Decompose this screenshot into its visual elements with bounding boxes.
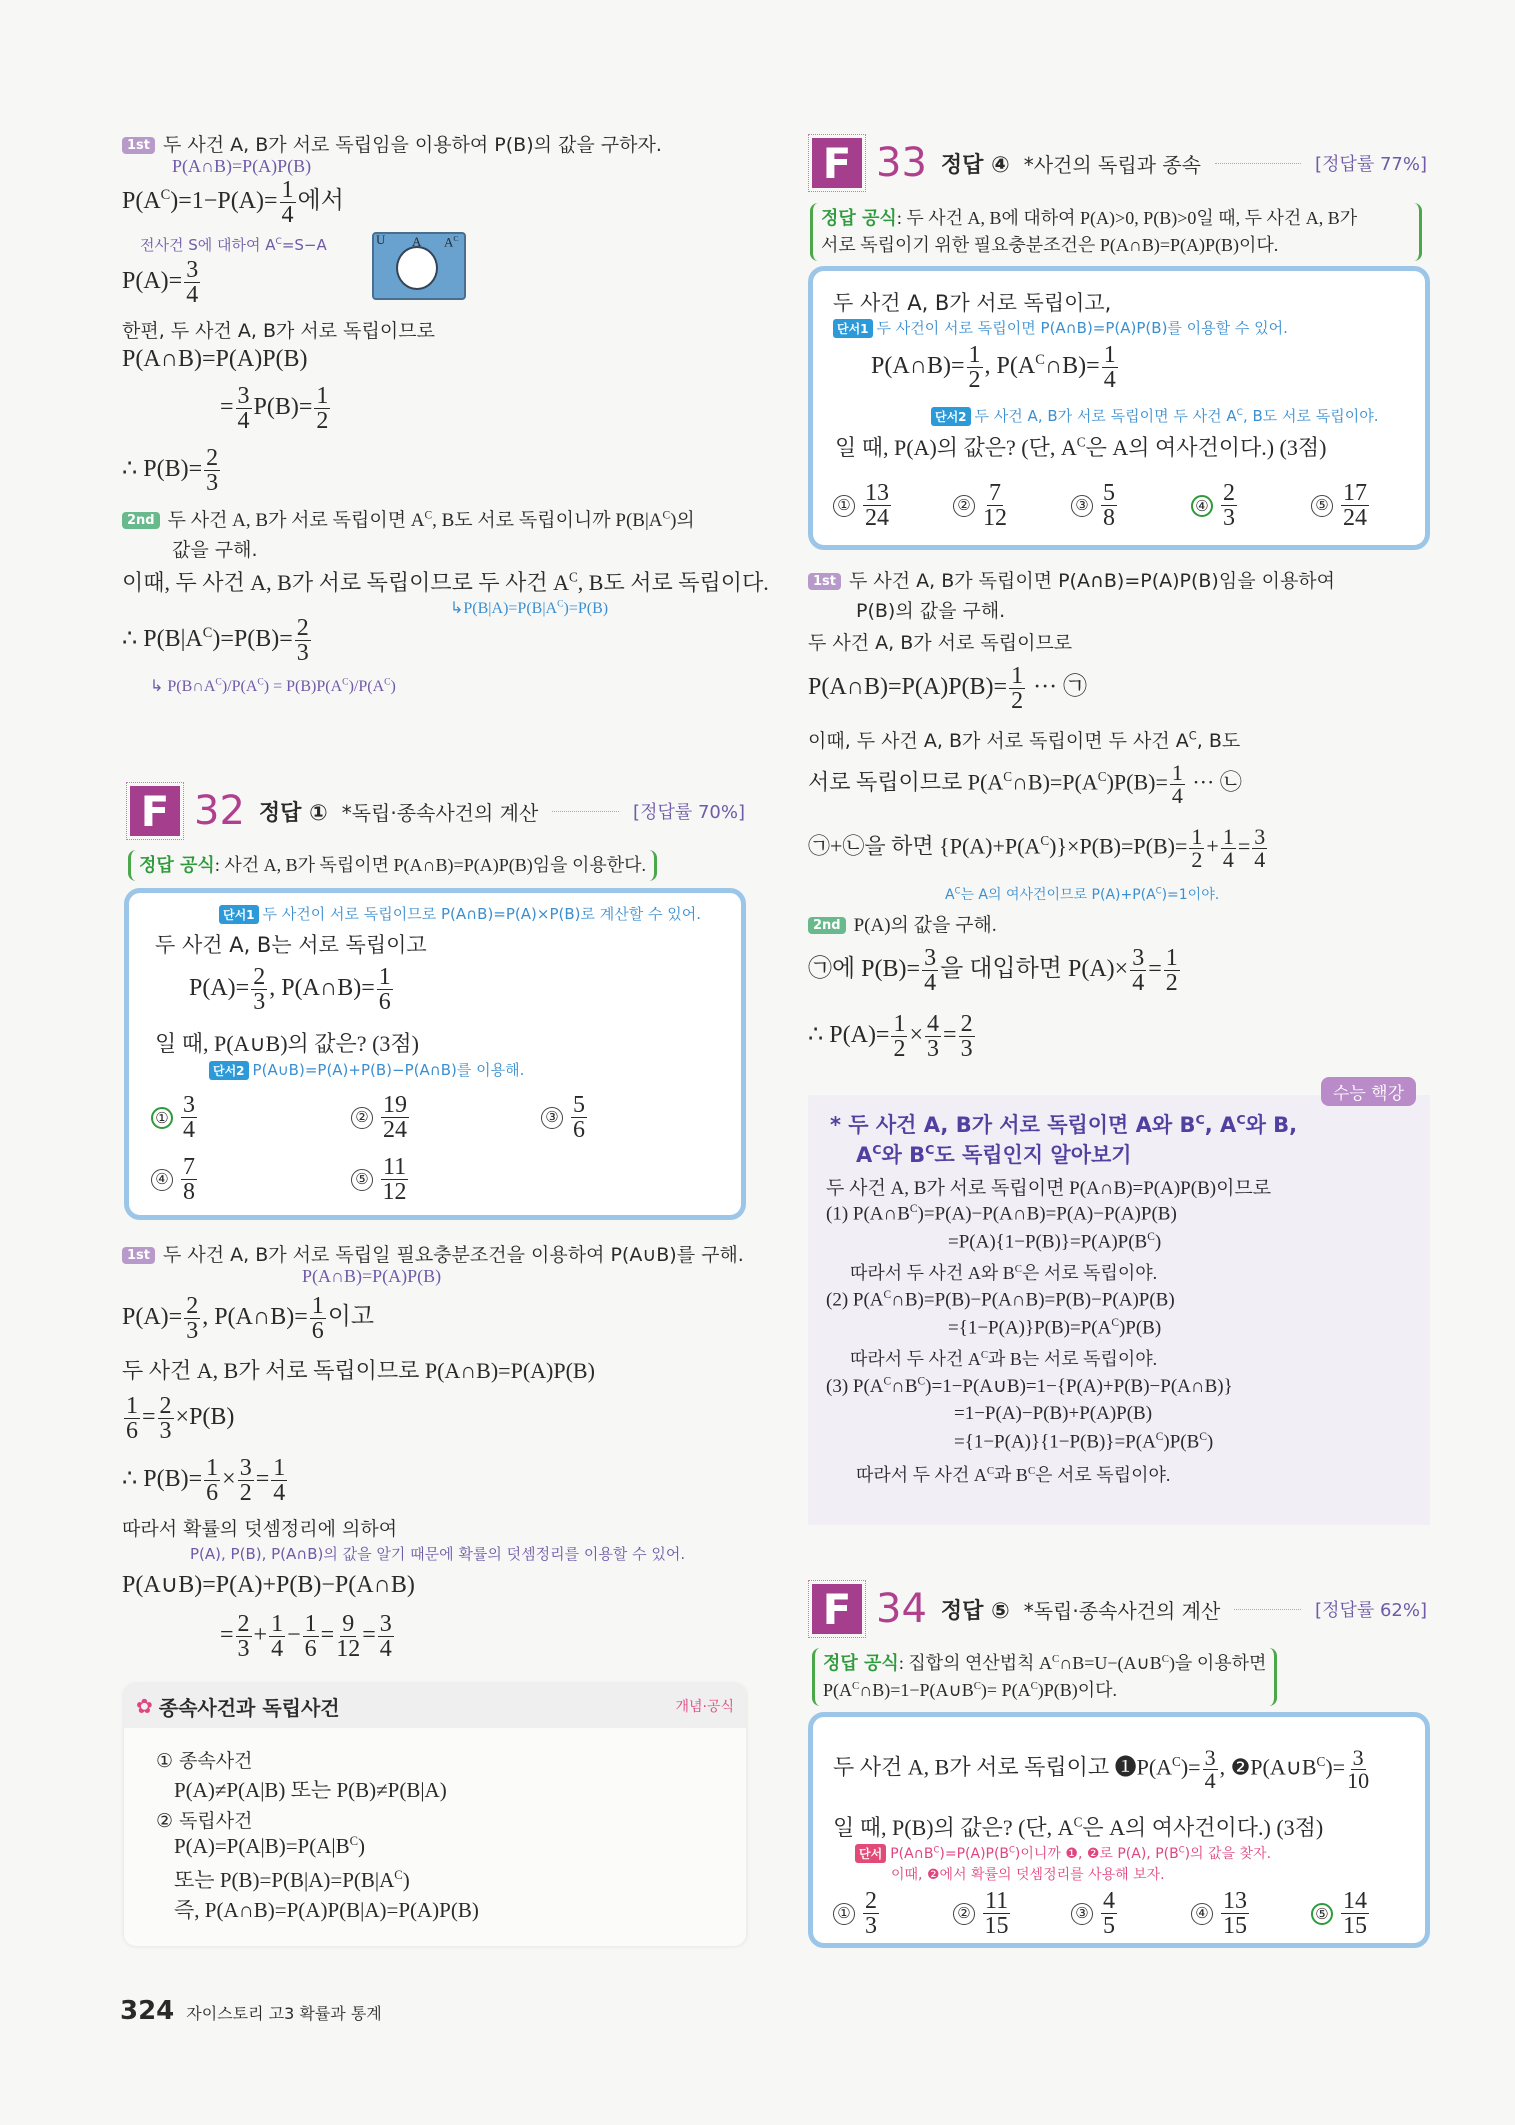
choice-5[interactable]	[1311, 481, 1371, 530]
step-tag: 2nd	[122, 512, 160, 529]
section-badge: F	[812, 1584, 862, 1634]
concept-math: 또는 $P(B)=P(B|A)=P(B|A^C)$	[174, 1868, 410, 1892]
formula-label: 정답 공식	[821, 208, 897, 229]
venn-circle-a	[396, 246, 438, 290]
choice-1[interactable]	[151, 1093, 199, 1142]
clue-tag: 단서2	[209, 1061, 249, 1080]
choice-3[interactable]	[1071, 1889, 1119, 1938]
step-tag: 1st	[122, 137, 155, 154]
problem-number: 34	[876, 1586, 927, 1632]
problem-number: 33	[876, 140, 927, 186]
choice-2[interactable]	[953, 1889, 1012, 1938]
fraction: $\frac{2}{3}$	[960, 1011, 973, 1062]
question-box	[124, 888, 746, 1220]
step-text: 값을 구해.	[172, 539, 258, 561]
note: ↳ $P(B\cap A^C)/P(A^C) = P(B)P(A^C)/P(A^C)$	[150, 676, 396, 695]
tip-line: $=\{1-P(A)\}P(B)=P(A^C)P(B)$	[948, 1317, 1162, 1339]
fraction: $\frac{1}{4}$	[1222, 824, 1234, 872]
math-line: ∴ $P(B|A^C)=P(B)=$ $\frac{2}{3}$	[122, 615, 309, 666]
fraction: $\frac{1}{6}$	[206, 1455, 219, 1506]
clue-text: 두 사건 A, B가 서로 독립이면 두 사건 $A^C$, B도 서로 독립이야.	[974, 407, 1379, 425]
fraction: $\frac{1}{2}$	[1165, 945, 1178, 996]
math-line: 이때, 두 사건 A, B가 서로 독립이므로 두 사건 $A^C$, B도 서로 독립이다.	[122, 569, 769, 595]
divider	[1234, 1609, 1301, 1610]
fraction: $\frac{2}{3}$	[237, 1611, 250, 1662]
fraction: $\frac{1}{2}$	[968, 342, 981, 393]
step-text: 두 사건 A, B가 독립이면 P(A∩B)=P(A)P(B)임을 이용하여	[849, 570, 1336, 592]
section-badge: F	[812, 138, 862, 188]
choice-value	[861, 1889, 881, 1938]
clue-text: 두 사건이 서로 독립이므로 P(A∩B)=P(A)×P(B)로 계산할 수 있어.	[262, 905, 701, 923]
fraction: $\frac{13}{24}$	[865, 480, 889, 531]
fraction: $\frac{1}{2}$	[893, 1011, 906, 1062]
choice-5[interactable]	[351, 1155, 410, 1204]
step-1st	[122, 130, 662, 157]
fraction: $\frac{7}{8}$	[183, 1154, 195, 1205]
step-text: P(B)의 값을 구해.	[856, 600, 1006, 622]
choice-number: ①	[833, 495, 855, 517]
choice-value	[1339, 481, 1371, 530]
step-1st	[808, 566, 1335, 593]
math-line: ∴ P(A)= $\frac{1}{2}$ × $\frac{4}{3}$ = $\frac{2}{3}$	[808, 1011, 973, 1062]
tip-conclusion: 따라서 두 사건 A와 $B^C$은 서로 독립이야.	[850, 1263, 1158, 1283]
answer: 정답 ④	[940, 152, 1010, 178]
topic: *사건의 독립과 종속	[1023, 152, 1201, 177]
hint: P(A∩B)=P(A)P(B)	[172, 156, 312, 176]
choice-value	[379, 1093, 411, 1142]
concept-math: P(A)≠P(A|B) 또는 P(B)≠P(B|A)	[174, 1778, 447, 1802]
clue-tag: 단서2	[931, 407, 971, 426]
choice-2[interactable]	[351, 1093, 411, 1142]
venn-diagram	[372, 232, 466, 300]
topic: *독립·종속사건의 계산	[1023, 1598, 1221, 1623]
correct-rate: [정답률 70%]	[633, 802, 745, 823]
fraction: $\frac{11}{15}$	[984, 1888, 1009, 1939]
book-title: 자이스토리 고3 확률과 통계	[186, 2004, 382, 2023]
clue-tag: 단서	[855, 1844, 886, 1863]
fraction: $\frac{3}{4}$	[183, 1092, 195, 1143]
correct-rate: [정답률 77%]	[1315, 154, 1427, 175]
clue-text: 이때, ❷에서 확률의 덧셈정리를 사용해 보자.	[891, 1867, 1165, 1883]
concept-item: ① 종속사건	[156, 1750, 253, 1772]
fraction: $\frac{11}{12}$	[382, 1154, 407, 1205]
choice-value	[1099, 481, 1119, 530]
tip-line: $=P(A)\{1-P(B)\}=P(A)P(B^C)$	[948, 1231, 1162, 1253]
formula-label: 정답 공식	[139, 855, 215, 876]
clue	[209, 1059, 524, 1080]
problem-header-f34	[812, 1584, 1427, 1634]
tip-title: * 두 사건 A, B가 서로 독립이면 A와 $B^C$, $A^C$와 B,	[830, 1112, 1298, 1137]
choice-value	[981, 481, 1009, 530]
step-tag: 1st	[808, 573, 841, 590]
step-1st	[122, 1240, 744, 1267]
step-text: 두 사건 A, B가 서로 독립이면 $A^C$, B도 서로 독립이니까 $P(B|A^C)$의	[167, 509, 695, 531]
step-2nd	[808, 910, 997, 937]
math-line: = $\frac{2}{3}$ + $\frac{1}{4}$ − $\frac{1}{6}$ = $\frac{9}{12}$ = $\frac{3}{4}$	[220, 1611, 392, 1662]
formula-text: : 사건 A, B가 독립이면 P(A∩B)=P(A)P(B)임을 이용한다.	[214, 855, 647, 875]
flower-icon: ✿	[136, 1694, 153, 1718]
choice-value	[861, 481, 893, 530]
text-line: 따라서 확률의 덧셈정리에 의하여	[122, 1518, 398, 1540]
topic: *독립·종속사건의 계산	[341, 800, 539, 825]
clue-tag: 단서1	[833, 319, 873, 338]
fraction: $\frac{1}{6}$	[126, 1393, 138, 1444]
formula-text: 서로 독립이기 위한 필요충분조건은 P(A∩B)=P(A)P(B)이다.	[821, 235, 1279, 255]
choice-4[interactable]	[1191, 1889, 1251, 1938]
fraction: $\frac{1}{2}$	[1191, 824, 1203, 872]
answer-formula	[810, 203, 1422, 261]
divider	[552, 811, 619, 812]
note: 전사건 S에 대하여 $A^C=S-A$	[140, 236, 327, 254]
choice-number: ④	[1191, 1903, 1213, 1925]
fraction: $\frac{5}{6}$	[573, 1092, 585, 1143]
step-tag: 1st	[122, 1247, 155, 1264]
fraction: $\frac{1}{4}$	[1171, 760, 1183, 808]
fraction: $\frac{1}{4}$	[281, 177, 294, 228]
choice-value	[569, 1093, 589, 1142]
fraction: $\frac{1}{4}$	[273, 1455, 286, 1506]
fraction: $\frac{3}{4}$	[186, 257, 199, 308]
math-line: $\frac{1}{6}$ = $\frac{2}{3}$ ×P(B)	[126, 1393, 235, 1444]
question-math: P(A)= $\frac{2}{3}$ , P(A∩B)= $\frac{1}{6}$	[189, 964, 391, 1015]
choice-number: ⑤	[351, 1169, 373, 1191]
fraction: $\frac{4}{5}$	[1103, 1888, 1115, 1939]
fraction: $\frac{13}{15}$	[1223, 1888, 1247, 1939]
section-badge: F	[130, 786, 180, 836]
fraction: $\frac{3}{2}$	[239, 1455, 252, 1506]
fraction: $\frac{1}{2}$	[1011, 663, 1024, 714]
correct-rate: [정답률 62%]	[1315, 1600, 1427, 1621]
choice-5[interactable]	[1311, 1889, 1371, 1938]
fraction: $\frac{3}{4}$	[1254, 824, 1266, 872]
tip-line: 두 사건 A, B가 서로 독립이면 P(A∩B)=P(A)P(B)이므로	[826, 1178, 1272, 1199]
fraction: $\frac{1}{4}$	[1103, 342, 1116, 393]
choice-number: ④	[1191, 495, 1213, 517]
tip-badge: 수능 핵강	[1321, 1077, 1416, 1106]
answer: 정답 ①	[258, 800, 328, 826]
fraction: $\frac{2}{3}$	[253, 964, 266, 1015]
note: P(A), P(B), P(A∩B)의 값을 알기 때문에 확률의 덧셈정리를 이용할 수 있어.	[190, 1545, 686, 1563]
fraction: $\frac{2}{3}$	[296, 615, 309, 666]
fraction: $\frac{9}{12}$	[336, 1611, 361, 1662]
question-box	[808, 1712, 1430, 1948]
choice-2[interactable]	[953, 481, 1009, 530]
venn-label-u: U	[376, 232, 386, 247]
tip-line: (3) $P(A^C\cap B^C)=1-P(A\cup B)=1-\{P(A)+P(B)-P(A\cap B)\}$	[826, 1375, 1233, 1397]
math-line: $P(A^C)=1-P(A)=$ $\frac{1}{4}$ 에서	[122, 177, 344, 228]
concept-box	[124, 1684, 746, 1946]
question-text: 두 사건 A, B는 서로 독립이고	[155, 933, 427, 957]
fraction: $\frac{1}{6}$	[311, 1293, 324, 1344]
step-text: P(A)의 값을 구해.	[853, 915, 997, 936]
note: $A^C$는 A의 여사건이므로 $P(A)+P(A^C)=1$이야.	[945, 885, 1220, 903]
concept-math: 즉, P(A∩B)=P(A)P(B|A)=P(A)P(B)	[174, 1898, 479, 1922]
fraction: $\frac{2}{3}$	[1223, 480, 1235, 531]
math-line: P(A)= $\frac{3}{4}$	[122, 257, 199, 308]
fraction: $\frac{2}{3}$	[159, 1393, 172, 1444]
text-line: 이때, 두 사건 A, B가 서로 독립이면 두 사건 $A^C$, B도	[808, 728, 1241, 752]
answer-formula	[812, 1648, 1277, 1706]
concept-item: ② 독립사건	[156, 1810, 253, 1832]
problem-number: 32	[194, 788, 245, 834]
divider	[1215, 163, 1301, 164]
answer-formula	[128, 850, 657, 881]
step-text: 두 사건 A, B가 서로 독립일 필요충분조건을 이용하여 P(A∪B)를 구해.	[163, 1244, 744, 1266]
choice-value	[981, 1889, 1012, 1938]
problem-header-f32	[130, 786, 745, 836]
question-text: 일 때, P(B)의 값은? (단, $A^C$은 A의 여사건이다.) (3점)	[833, 1814, 1324, 1840]
concept-math: $P(A)=P(A|B)=P(A|B^C)$	[174, 1834, 366, 1858]
fraction: $\frac{2}{3}$	[186, 1293, 199, 1344]
formula-text: : 두 사건 A, B에 대하여 P(A)>0, P(B)>0일 때, 두 사건 A, B가	[896, 208, 1358, 228]
fraction: $\frac{19}{24}$	[383, 1092, 407, 1143]
clue-tag: 단서1	[219, 905, 259, 924]
venn-label-ac: $A^C$	[444, 234, 459, 250]
choice-number: ②	[953, 495, 975, 517]
choice-number: ⑤	[1311, 495, 1333, 517]
choice-1[interactable]	[833, 481, 893, 530]
fraction: $\frac{3}{4}$	[1204, 1745, 1216, 1793]
concept-badge: 개념·공식	[675, 1699, 734, 1715]
choice-4[interactable]	[1191, 481, 1239, 530]
tip-conclusion: 따라서 두 사건 $A^C$과 B는 서로 독립이야.	[850, 1349, 1158, 1369]
formula-text: : 집합의 연산법칙 $A^C\cap B=U-(A\cup B^C)$을 이용하면	[898, 1653, 1267, 1673]
note: $↳P(B|A)=P(B|A^C)=P(B)$	[450, 598, 609, 617]
fraction: $\frac{3}{4}$	[237, 383, 250, 434]
step-tag: 2nd	[808, 917, 846, 934]
clue-text: $P(A\cap B^C)=P(A)P(B^C)$이니까 ❶, ❷로 P(A), $P(B^C)$의 값을 찾자.	[890, 1844, 1272, 1862]
math-line: P(A∩B)=P(A)P(B)= $\frac{1}{2}$ ··· ㉠	[808, 663, 1088, 714]
formula-text: $P(A^C\cap B)=1-P(A\cup B^C)= P(A^C)P(B)$이다.	[823, 1680, 1118, 1700]
choice-number: ③	[1071, 495, 1093, 517]
footer	[120, 1996, 382, 2026]
choice-4[interactable]	[151, 1155, 199, 1204]
choice-number: ④	[151, 1169, 173, 1191]
tip-line: $=\{1-P(A)\}\{1-P(B)\}=P(A^C)P(B^C)$	[954, 1431, 1214, 1453]
math-line: P(A∪B)=P(A)+P(B)−P(A∩B)	[122, 1572, 415, 1598]
choice-number: ⑤	[1311, 1903, 1333, 1925]
fraction: $\frac{14}{15}$	[1343, 1888, 1367, 1939]
math-line: 두 사건 A, B가 서로 독립이므로 P(A∩B)=P(A)P(B)	[122, 1358, 595, 1383]
fraction: $\frac{3}{10}$	[1347, 1745, 1370, 1793]
step-text: 두 사건 A, B가 서로 독립임을 이용하여 P(B)의 값을 구하자.	[163, 134, 662, 156]
choice-value	[1219, 1889, 1251, 1938]
clue-text: P(A∪B)=P(A)+P(B)−P(A∩B)를 이용해.	[252, 1061, 525, 1079]
clue-text: 두 사건이 서로 독립이면 P(A∩B)=P(A)P(B)를 이용할 수 있어.	[876, 319, 1288, 337]
choice-value	[179, 1093, 199, 1142]
choice-3[interactable]	[1071, 481, 1119, 530]
step-2nd	[122, 505, 695, 532]
tip-line: =1−P(A)−P(B)+P(A)P(B)	[954, 1403, 1153, 1424]
math-line: ∴ P(B)= $\frac{2}{3}$	[122, 445, 219, 496]
text-line: 두 사건 A, B가 서로 독립이므로	[808, 632, 1073, 654]
question-box	[808, 266, 1430, 550]
problem-header-f33	[812, 138, 1427, 188]
tip-box	[808, 1084, 1430, 1525]
math-line: ㉠+㉡을 하면 $\{P(A)+P(A^C)\}\times P(B)=P(B)=$ $\frac{1}{2}$ + $\frac{1}{4}$ = $\frac{3}{4}$	[808, 824, 1266, 872]
clue	[833, 317, 1288, 338]
choice-value	[379, 1155, 410, 1204]
fraction: $\frac{7}{12}$	[983, 480, 1007, 531]
math-line: P(A∩B)=P(A)P(B)	[122, 346, 308, 372]
choice-number: ③	[1071, 1903, 1093, 1925]
fraction: $\frac{2}{3}$	[865, 1888, 877, 1939]
formula-label: 정답 공식	[823, 1653, 899, 1674]
concept-header	[124, 1684, 746, 1728]
text-line: 한편, 두 사건 A, B가 서로 독립이므로	[122, 320, 435, 342]
choice-3[interactable]	[541, 1093, 589, 1142]
tip-line: (1) $P(A\cap B^C)=P(A)-P(A\cap B)=P(A)-P(A)P(B)$	[826, 1203, 1177, 1225]
choice-number: ①	[833, 1903, 855, 1925]
hint: P(A∩B)=P(A)P(B)	[302, 1266, 442, 1286]
clue	[931, 405, 1379, 426]
answer: 정답 ⑤	[940, 1598, 1010, 1624]
choice-number: ②	[953, 1903, 975, 1925]
tip-line: (2) $P(A^C\cap B)=P(B)-P(A\cap B)=P(B)-P(A)P(B)$	[826, 1289, 1175, 1311]
fraction: $\frac{3}{4}$	[924, 945, 937, 996]
choice-number: ②	[351, 1107, 373, 1129]
fraction: $\frac{17}{24}$	[1343, 480, 1367, 531]
fraction: $\frac{3}{4}$	[1132, 945, 1145, 996]
tip-title: $A^C$와 $B^C$도 독립인지 알아보기	[856, 1142, 1132, 1167]
fraction: $\frac{1}{4}$	[271, 1611, 284, 1662]
concept-title: 종속사건과 독립사건	[158, 1695, 340, 1720]
question-math: P(A∩B)= $\frac{1}{2}$ , $P(A^C\cap B)=$ $\frac{1}{4}$	[871, 342, 1116, 393]
fraction: $\frac{4}{3}$	[927, 1011, 940, 1062]
clue	[219, 903, 701, 924]
choice-1[interactable]	[833, 1889, 881, 1938]
choice-number: ①	[151, 1107, 173, 1129]
math-line: ㉠에 P(B)= $\frac{3}{4}$ 을 대입하면 P(A)× $\frac{3}{4}$ = $\frac{1}{2}$	[808, 945, 1178, 996]
question-text: 두 사건 A, B가 서로 독립이고,	[833, 291, 1112, 315]
choice-number: ③	[541, 1107, 563, 1129]
choice-value	[1099, 1889, 1119, 1938]
fraction: $\frac{2}{3}$	[206, 445, 219, 496]
math-line: ∴ P(B)= $\frac{1}{6}$ × $\frac{3}{2}$ = $\frac{1}{4}$	[122, 1455, 286, 1506]
venn-label-a: A	[412, 234, 422, 249]
choice-value	[1339, 1889, 1371, 1938]
page-number: 324	[120, 1996, 175, 2026]
choice-value	[179, 1155, 199, 1204]
math-line: 서로 독립이므로 $P(A^C\cap B)=P(A^C)P(B)=$ $\frac{1}{4}$ ··· ㉡	[808, 760, 1242, 808]
clue	[855, 1843, 1271, 1863]
question-text: 일 때, P(A)의 값은? (단, $A^C$은 A의 여사건이다.) (3점)	[835, 434, 1327, 460]
fraction: $\frac{5}{8}$	[1103, 480, 1115, 531]
math-line: P(A)= $\frac{2}{3}$ , P(A∩B)= $\frac{1}{6}$ 이고	[122, 1293, 375, 1344]
fraction: $\frac{3}{4}$	[379, 1611, 392, 1662]
choice-value	[1219, 481, 1239, 530]
question-text: 두 사건 A, B가 서로 독립이고 $❶P(A^C)=$ $\frac{3}{4}$ , $❷P(A\cup B^C)=$ $\frac{3}{10}$	[833, 1745, 1370, 1793]
fraction: $\frac{1}{2}$	[316, 383, 329, 434]
math-line: = $\frac{3}{4}$ P(B)= $\frac{1}{2}$	[220, 383, 329, 434]
fraction: $\frac{1}{6}$	[378, 964, 391, 1015]
fraction: $\frac{1}{6}$	[304, 1611, 317, 1662]
question-text: 일 때, P(A∪B)의 값은? (3점)	[155, 1031, 419, 1056]
tip-conclusion: 따라서 두 사건 $A^C$과 $B^C$은 서로 독립이야.	[856, 1465, 1171, 1485]
